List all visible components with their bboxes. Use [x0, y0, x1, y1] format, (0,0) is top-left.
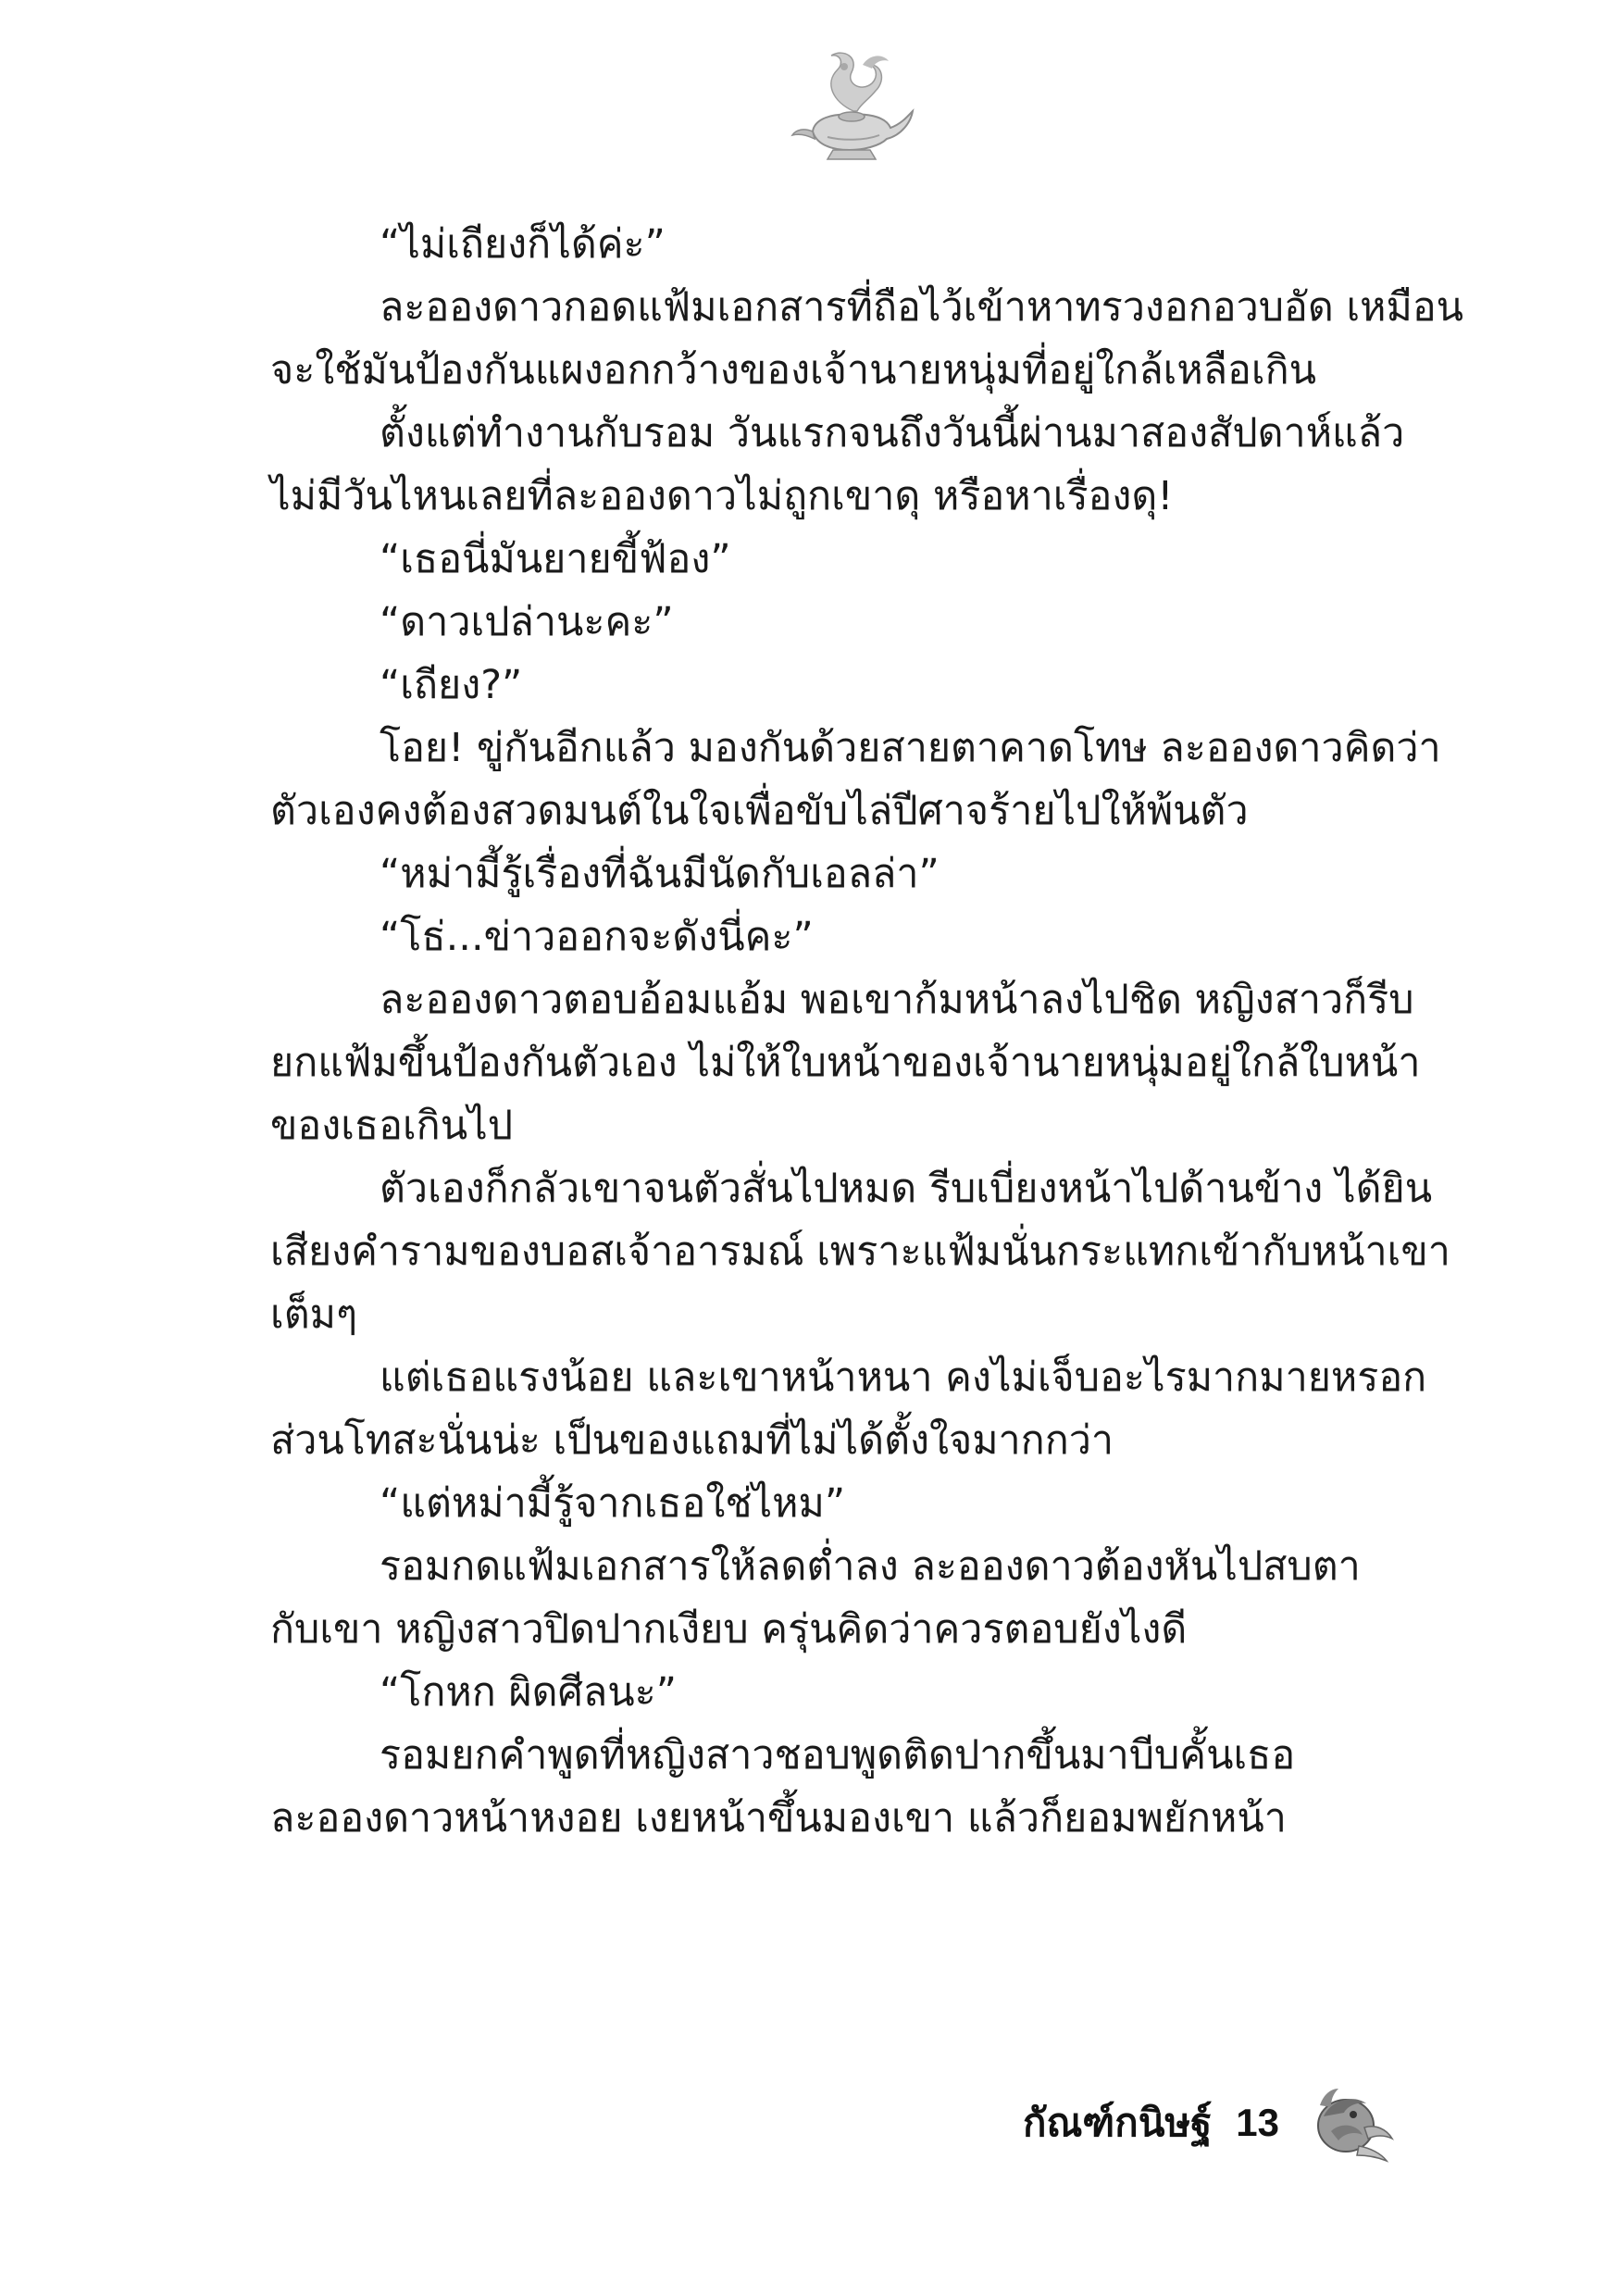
paragraph-line: ละอองดาวตอบอ้อมแอ้ม พอเขาก้มหน้าลงไปชิด หญิงสาวก็รีบ [380, 977, 1414, 1023]
paragraph-line: ยกแฟ้มขึ้นป้องกันตัวเอง ไม่ให้ใบหน้าของเจ้านายหนุ่มอยู่ใกล้ใบหน้า [270, 1040, 1421, 1086]
paragraph-line: “ไม่เถียงก็ได้ค่ะ” [380, 221, 666, 268]
paragraph-line: ส่วนโทสะนั่นน่ะ เป็นของแถมที่ไม่ได้ตั้งใจมากกว่า [270, 1417, 1114, 1464]
paragraph-line: เต็มๆ [270, 1292, 358, 1338]
paragraph-line: จะใช้มันป้องกันแผงอกกว้างของเจ้านายหนุ่มที่อยู่ใกล้เหลือเกิน [270, 347, 1317, 393]
genie-lamp-icon [787, 46, 916, 167]
paragraph-line: ตั้งแต่ทำงานกับรอม วันแรกจนถึงวันนี้ผ่านมาสองสัปดาห์แล้ว [380, 410, 1405, 456]
paragraph-line: “โธ่...ข่าวออกจะดังนี่คะ” [380, 914, 814, 960]
paragraph-line: ของเธอเกินไป [270, 1103, 514, 1149]
book-title: กัณฑ์กนิษฐ์ [1023, 2100, 1213, 2145]
paragraph-line: เสียงคำรามของบอสเจ้าอารมณ์ เพราะแฟ้มนั่นกระแทกเข้ากับหน้าเขา [270, 1229, 1450, 1275]
paragraph-line: ไม่มีวันไหนเลยที่ละอองดาวไม่ถูกเขาดุ หรือหาเรื่องดุ! [270, 473, 1174, 519]
paragraph-line: แต่เธอแรงน้อย และเขาหน้าหนา คงไม่เจ็บอะไรมากมายหรอก [380, 1354, 1427, 1401]
paragraph-line: ตัวเองคงต้องสวดมนต์ในใจเพื่อขับไล่ปีศาจร้ายไปให้พ้นตัว [270, 788, 1249, 834]
paragraph-line: “แต่หม่ามี้รู้จากเธอใช่ไหม” [380, 1480, 846, 1527]
page-number: 13 [1236, 2101, 1279, 2144]
paragraph-line: ละอองดาวกอดแฟ้มเอกสารที่ถือไว้เข้าหาทรวงอกอวบอัด เหมือน [380, 284, 1464, 331]
paragraph-line: โอย! ขู่กันอีกแล้ว มองกันด้วยสายตาคาดโทษ ละอองดาวคิดว่า [380, 725, 1441, 771]
paragraph-line: กับเขา หญิงสาวปิดปากเงียบ ครุ่นคิดว่าควรตอบยังไงดี [270, 1606, 1188, 1653]
paragraph-line: รอมยกคำพูดที่หญิงสาวชอบพูดติดปากขึ้นมาบีบคั้นเธอ [380, 1732, 1296, 1778]
body-text [270, 213, 1464, 1850]
dragon-emblem-icon [1303, 2081, 1396, 2165]
paragraph-line: ตัวเองก็กลัวเขาจนตัวสั่นไปหมด รีบเบี่ยงหน้าไปด้านข้าง ได้ยิน [380, 1166, 1433, 1212]
paragraph-line: รอมกดแฟ้มเอกสารให้ลดต่ำลง ละอองดาวต้องหันไปสบตา [380, 1543, 1361, 1590]
paragraph-line: “ดาวเปล่านะคะ” [380, 599, 674, 645]
paragraph-line: “หม่ามี้รู้เรื่องที่ฉันมีนัดกับเอลล่า” [380, 851, 940, 897]
page-footer [1023, 2081, 1396, 2165]
paragraph-line: ละอองดาวหน้าหงอย เงยหน้าขึ้นมองเขา แล้วก็ยอมพยักหน้า [270, 1795, 1287, 1841]
paragraph-line: “เถียง?” [380, 662, 523, 708]
paragraph-line: “เธอนี่มันยายขี้ฟ้อง” [380, 536, 731, 582]
paragraph-line: “โกหก ผิดศีลนะ” [380, 1669, 677, 1716]
